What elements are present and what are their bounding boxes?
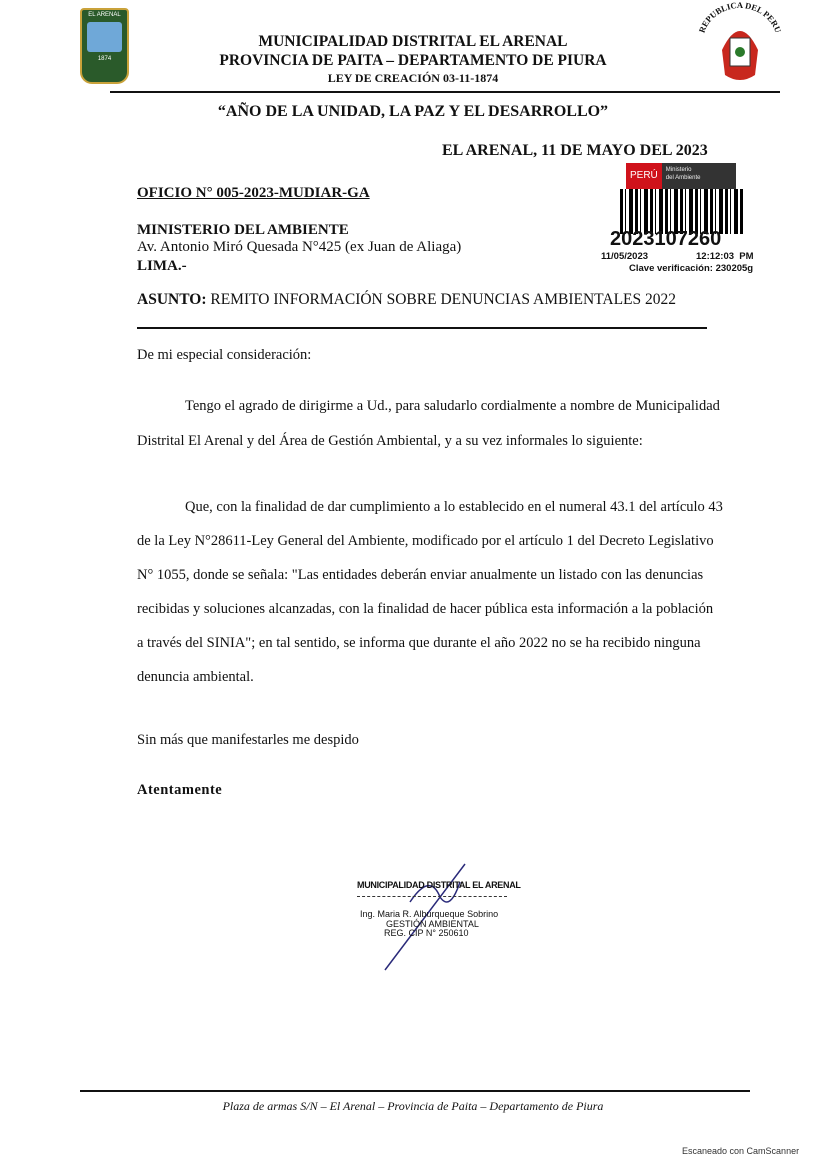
svg-text:REPUBLICA DEL PERU: [697, 2, 784, 34]
registry-number: 2023107260: [610, 228, 722, 250]
regards: Atentamente: [137, 782, 223, 798]
logo-year: 1874: [97, 56, 112, 62]
greeting: De mi especial consideración:: [137, 347, 312, 363]
paragraph-2-line: Que, con la finalidad de dar cumplimiento a lo establecido en el numeral 43.1 del artículo 43: [185, 499, 723, 515]
paragraph-2-line: recibidas y soluciones alcanzadas, con la finalidad de hacer pública esta información a la población: [137, 601, 714, 617]
paragraph-2-line: N° 1055, donde se señala: "Las entidades deberán enviar anualmente un listado con las denuncias: [137, 567, 704, 583]
verification-key: Clave verificación: 230205g: [629, 263, 754, 274]
ministry-label-1: Ministerio: [665, 167, 692, 173]
paragraph-1-line: Distrital El Arenal y del Área de Gestión Ambiental, y a su vez informales lo siguiente:: [137, 433, 643, 449]
subject-rule: [137, 327, 707, 329]
header-line-1: MUNICIPALIDAD DISTRITAL EL ARENAL: [258, 33, 568, 50]
signature-line: [357, 896, 507, 897]
recipient-name: MINISTERIO DEL AMBIENTE: [137, 222, 349, 238]
logo-text: EL ARENAL: [88, 12, 121, 18]
header-line-2: PROVINCIA DE PAITA – DEPARTAMENTO DE PIURA: [219, 52, 607, 69]
signature-org: MUNICIPALIDAD DISTRITAL EL ARENAL: [357, 880, 521, 890]
oficio-number: OFICIO N° 005-2023-MUDIAR-GA: [137, 185, 370, 201]
paragraph-2-line: a través del SINIA"; en tal sentido, se informa que durante el año 2022 no se ha recibido ninguna: [137, 635, 701, 651]
recipient-city: LIMA.-: [137, 258, 187, 274]
footer-rule: [80, 1090, 750, 1092]
closing: Sin más que manifestarles me despido: [137, 732, 359, 748]
scanner-watermark: Escaneado con CamScanner: [682, 1146, 800, 1156]
peru-label: PERÚ: [626, 163, 662, 189]
shield-text: REPUBLICA DEL PERU: [696, 2, 784, 35]
place-date: EL ARENAL, 11 DE MAYO DEL 2023: [442, 142, 708, 159]
stamp-time: 12:12:03 PM: [696, 251, 754, 262]
paragraph-2-line: de la Ley N°28611-Ley General del Ambiente, modificado por el artículo 1 del Decreto Legislativo: [137, 533, 714, 549]
signature-name: Ing. Maria R. Alburqueque Sobrino: [360, 909, 499, 919]
recipient-address: Av. Antonio Miró Quesada N°425 (ex Juan de Aliaga): [137, 239, 462, 255]
reception-stamp: [620, 163, 744, 234]
paragraph-1-line: Tengo el agrado de dirigirme a Ud., para saludarlo cordialmente a nombre de Municipalidad: [185, 398, 720, 414]
subject-label: ASUNTO:: [137, 291, 207, 308]
header-line-3: LEY DE CREACIÓN 03-11-1874: [327, 71, 499, 85]
subject-text: REMITO INFORMACIÓN SOBRE DENUNCIAS AMBIENTALES 2022: [206, 291, 677, 308]
stamp-date: 11/05/2023: [601, 251, 649, 262]
header-rule: [110, 91, 780, 93]
signature-reg: REG. CIP N° 250610: [384, 928, 469, 938]
ministry-label-2: del Ambiente: [665, 175, 701, 181]
year-motto: “AÑO DE LA UNIDAD, LA PAZ Y EL DESARROLLO”: [217, 103, 609, 120]
signature-dept: GESTIÓN AMBIENTAL: [386, 919, 479, 929]
paragraph-2-line: denuncia ambiental.: [137, 669, 254, 685]
footer-address: Plaza de armas S/N – El Arenal – Provincia de Paita – Departamento de Piura: [222, 1099, 604, 1113]
